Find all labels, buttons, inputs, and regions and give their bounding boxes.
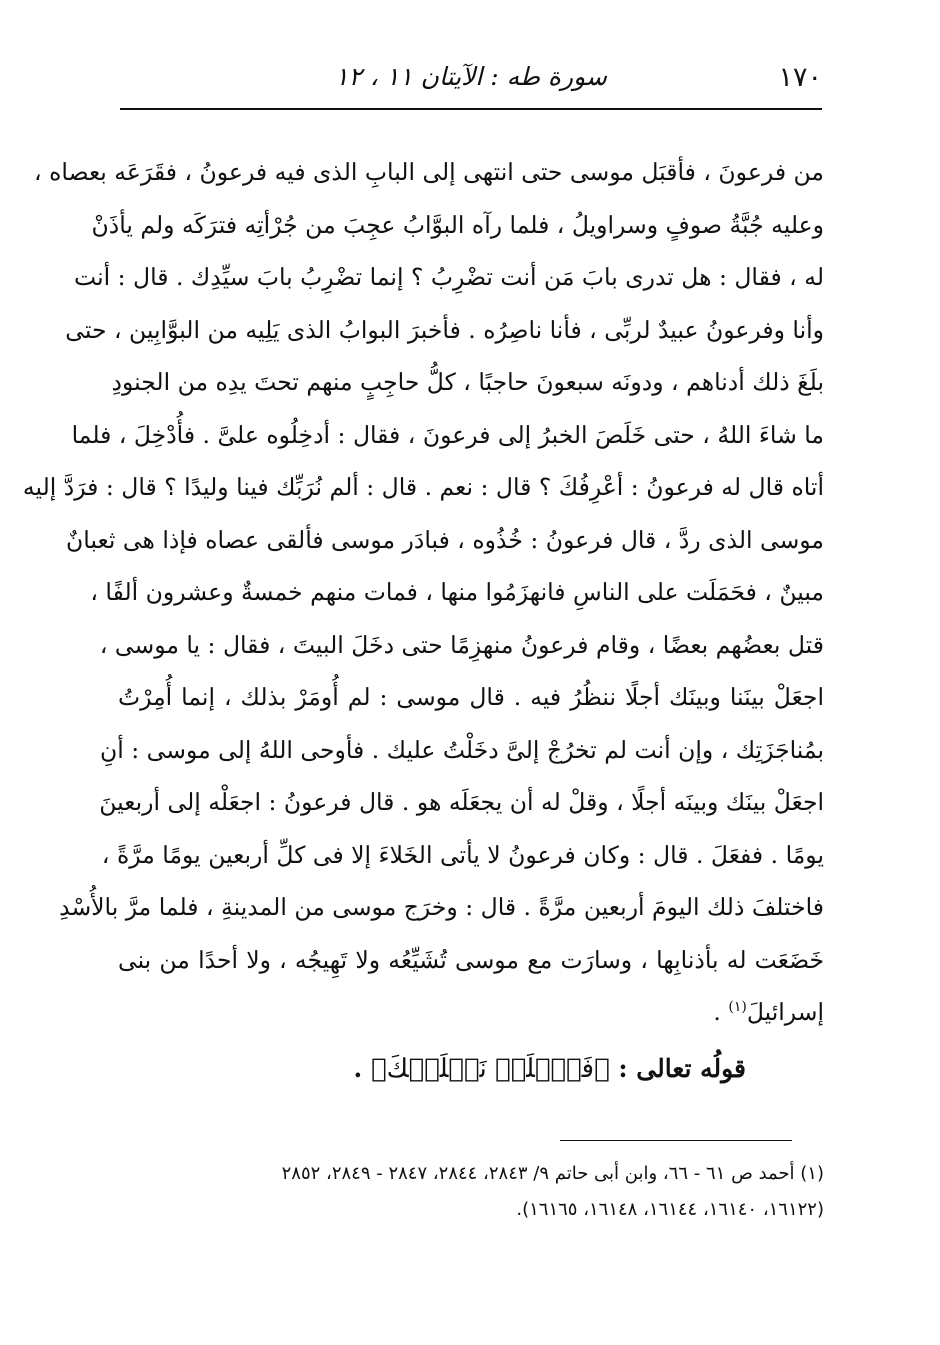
- text-line: قتل بعضُهم بعضًا ، وقام فرعونُ منهزِمًا حتى دخَلَ البيتَ ، فقال : يا موسى ،: [99, 630, 824, 659]
- text-line: فاختلفَ ذلك اليومَ أربعين مرَّةً . قال : وخرَج موسى من المدينةِ ، فلما مرَّ بالأُسْدِ: [59, 893, 824, 921]
- footnote-reference[interactable]: (١): [728, 999, 747, 1016]
- text-line: أتاه قال له فرعونُ : أعْرِفُكَ ؟ قال : نعم . قال : ألم نُرَبِّك فينا وليدًا ؟ قال : فرَدَّ إليه: [22, 473, 824, 501]
- quran-verse-text: فَٱخۡلَعۡ نَعۡلَيۡكَ: [386, 1053, 595, 1084]
- last-line-text: إسرائيلَ: [746, 998, 824, 1026]
- page-number: ١٧٠: [778, 62, 822, 93]
- verse-heading: [118, 1039, 824, 1099]
- text-line: ما شاءَ اللهُ ، حتى خَلَصَ الخبرُ إلى فرعونَ ، فقال : أدخِلُوه علىَّ . فأُدْخِلَ ، فلما: [71, 420, 824, 449]
- text-line: بمُناجَزَتِك ، وإن أنت لم تخرُجْ إلىَّ دخَلْتُ عليك . فأوحى اللهُ إلى موسى : أنِ: [100, 735, 824, 764]
- quran-bracket-close: ﴾: [370, 1053, 387, 1084]
- footnote-line: (١٦١٢٢، ١٦١٤٠، ١٦١٤٤، ١٦١٤٨، ١٦١٦٥).: [516, 1199, 824, 1220]
- last-line-end: .: [713, 998, 729, 1026]
- verse-heading-end: .: [353, 1053, 371, 1083]
- text-line: وأنا وفرعونُ عبيدٌ لربِّى ، فأنا ناصِرُه . فأخبرَ البوابُ الذى يَلِيه من البوَّابِين ، حتى: [65, 315, 824, 344]
- quran-bracket-open: ﴿: [594, 1053, 610, 1084]
- text-line: اجعَلْ بينَنا وبينَك أجلًا ننظُرُ فيه . قال موسى : لم أُومَرْ بذلك ، إنما أُمِرْتُ: [118, 683, 824, 711]
- running-title: سورة طه : الآيتان ١١ ، ١٢: [335, 62, 607, 91]
- main-text: [22, 146, 824, 1099]
- running-header: [120, 60, 822, 100]
- text-line: موسى الذى ردَّ ، قال فرعونُ : خُذُوه ، فبادَر موسى فألقى عصاه فإذا هى ثعبانٌ: [66, 525, 824, 554]
- text-line-last: [118, 986, 824, 1039]
- text-line: اجعَلْ بينَك وبينَه أجلًا ، وقلْ له أن يجعَلَه هو . قال فرعونُ : اجعَلْه إلى أربعينَ: [99, 788, 824, 816]
- verse-heading-label: قولُه تعالى :: [609, 1053, 746, 1083]
- text-line: مبينٌ ، فحَمَلَت على الناسِ فانهزَمُوا منها ، فمات منهم خمسةٌ وعشرون ألفًا ،: [90, 578, 824, 606]
- footnote-rule: [560, 1140, 792, 1141]
- text-line: من فرعونَ ، فأقبَل موسى حتى انتهى إلى البابِ الذى فيه فرعونُ ، فقَرَعَه بعصاه ،: [34, 158, 824, 186]
- footnote-line: (١) أحمد ص ٦١ - ٦٦، وابن أبى حاتم ٩/ ٢٨٤٣، ٢٨٤٤، ٢٨٤٧ - ٢٨٤٩، ٢٨٥٢: [281, 1163, 824, 1184]
- text-line: وعليه جُبَّةُ صوفٍ وسراويلُ ، فلما رآه البوَّابُ عجِبَ من جُرْأتِه فترَكَه ولم يأذَنْ: [91, 210, 824, 239]
- text-line: له ، فقال : هل تدرى بابَ مَن أنت تضْرِبُ ؟ إنما تضْرِبُ بابَ سيِّدِك . قال : أنت: [74, 263, 824, 291]
- text-line: خَضَعَت له بأذنابِها ، وسارَت مع موسى تُشَيِّعُه ولا تَهِيجُه ، ولا أحدًا من بنى: [118, 945, 824, 974]
- footnotes: [118, 1156, 824, 1228]
- header-rule: [120, 108, 822, 110]
- text-line: بلَغَ ذلك أدناهم ، ودونَه سبعونَ حاجبًا ، كلُّ حاجِبٍ منهم تحتَ يدِه من الجنودِ: [111, 368, 824, 396]
- text-line: يومًا . ففعَلَ . قال : وكان فرعونُ لا يأتى الخَلاءَ إلا فى كلِّ أربعين يومًا مرَّةً ،: [101, 840, 824, 869]
